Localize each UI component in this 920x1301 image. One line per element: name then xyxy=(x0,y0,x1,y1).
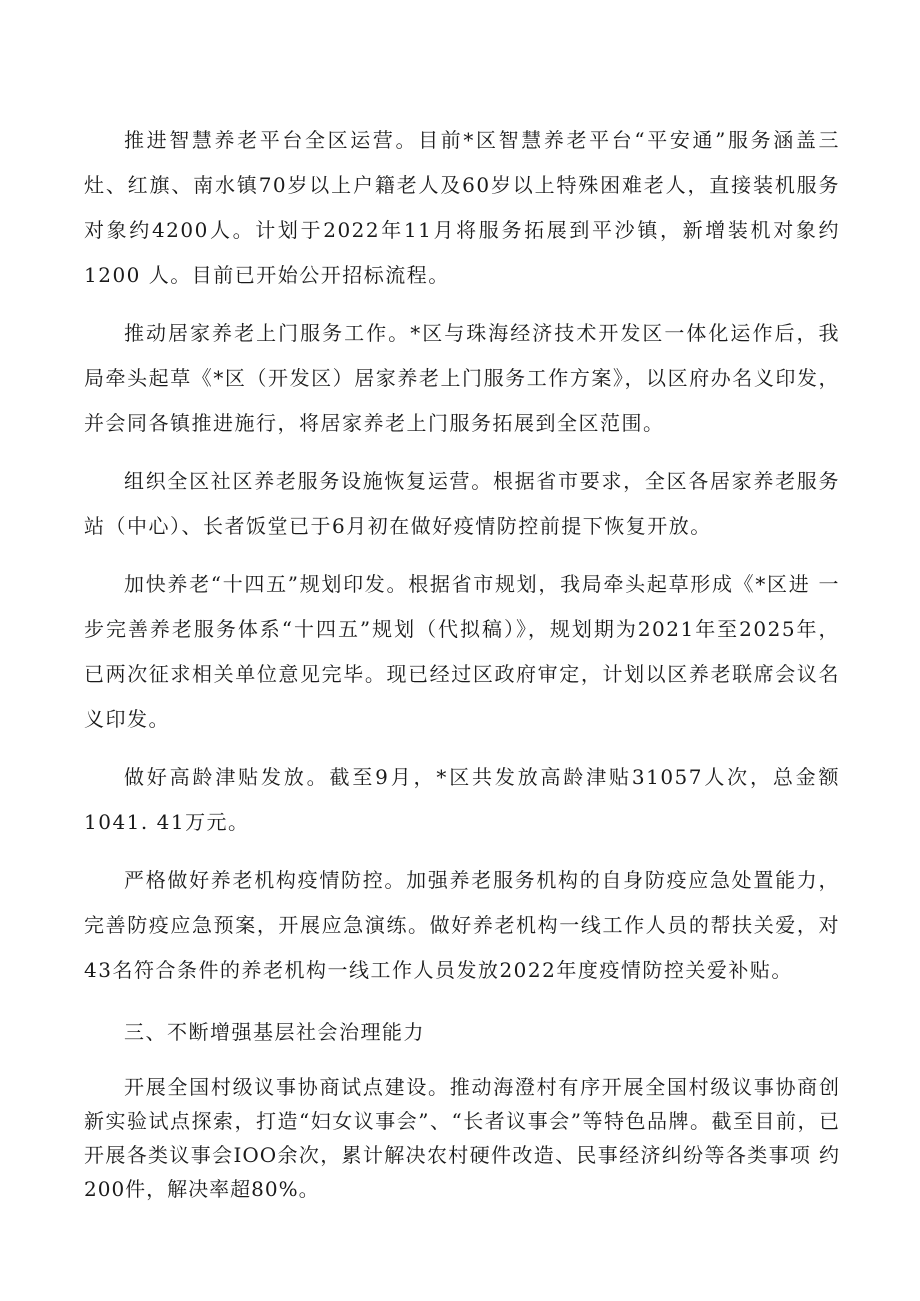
paragraph-village-consultation: 开展全国村级议事协商试点建设。推动海澄村有序开展全国村级议事协商创 新实验试点探索，打造“妇女议事会”、“长者议事会”等特色品牌。截至目前，已开展各类议事会IOO余次，累计解决农村硬件改造、民事经济纠纷等各类事项 约200件，解决率超80%。 xyxy=(84,1075,840,1201)
paragraph-elderly-allowance: 做好高龄津贴发放。截至9月，*区共发放高龄津贴31057人次，总金额 1041. 41万元。 xyxy=(84,765,840,834)
paragraph-community-facilities: 组织全区社区养老服务设施恢复运营。根据省市要求，全区各居家养老服务 站（中心）、长者饭堂已于6月初在做好疫情防控前提下恢复开放。 xyxy=(84,469,840,538)
paragraph-five-year-plan: 加快养老“十四五”规划印发。根据省市规划，我局牵头起草形成《*区进 一步完善养老服务体系“十四五”规划（代拟稿）》，规划期为2021年至2025年， 已两次征求相关单位意见完毕。现已经过区政府审定，计划以区养老联席会议名 义印发。 xyxy=(84,572,840,731)
paragraph-epidemic-prevention: 严格做好养老机构疫情防控。加强养老服务机构的自身防疫应急处置能力， 完善防疫应急预案，开展应急演练。做好养老机构一线工作人员的帮扶关爱，对 43名符合条件的养老机构一线工作人员发放2022年度疫情防控关爱补贴。 xyxy=(84,868,840,982)
paragraph-home-care-service: 推动居家养老上门服务工作。*区与珠海经济技术开发区一体化运作后，我 局牵头起草《*区（开发区）居家养老上门服务工作方案》，以区府办名义印发， 并会同各镇推进施行，将居家养老上门服务拓展到全区范围。 xyxy=(84,321,840,435)
section-heading: 三、不断增强基层社会治理能力 xyxy=(124,1020,425,1044)
paragraph-smart-elderly-platform: 推进智慧养老平台全区运营。目前*区智慧养老平台“平安通”服务涵盖三 灶、红旗、南水镇70岁以上户籍老人及60岁以上特殊困难老人，直接装机服务 对象约4200人。计划于2022年11月将服务拓展到平沙镇，新增装机对象约1200 人。目前已开始公开招标流程。 xyxy=(84,128,840,287)
document-page xyxy=(84,118,840,1226)
